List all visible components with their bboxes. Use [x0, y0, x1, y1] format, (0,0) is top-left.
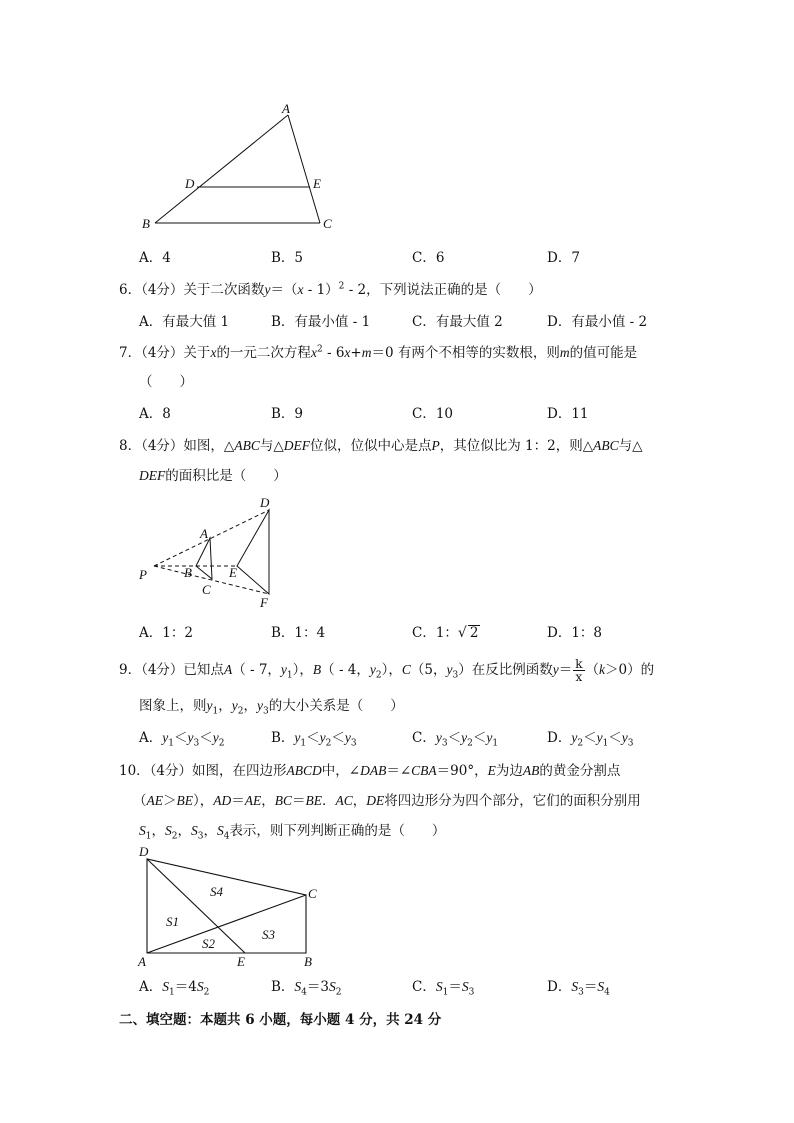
quadrilateral-abcd — [147, 859, 306, 953]
q7-stem-line2: （ ） — [139, 374, 193, 390]
q5-option-d[interactable]: D．7 — [547, 250, 580, 266]
q10-option-c[interactable]: C．$S_1=S_3$ — [412, 979, 475, 998]
q10-stem: 10．（4分）如图，在四边形ABCD中，∠DAB＝∠CBA＝90°，E为边AB的黄金分割点 — [119, 763, 621, 779]
svg-text:D: D — [139, 844, 149, 859]
q6-option-d[interactable]: D．有最小值 - 2 — [547, 314, 648, 330]
svg-text:S1: S1 — [166, 914, 179, 929]
q7-stem: 7．（4分）关于x的一元二次方程$x^2 - 6x+m=0$ 有两个不相等的实数根，则m的值可能是 — [119, 344, 638, 361]
q7-option-d[interactable]: D．11 — [547, 406, 589, 422]
q7-option-a[interactable]: A．8 — [139, 406, 171, 422]
q8-option-b[interactable]: B．1：4 — [271, 625, 326, 641]
q6-option-a[interactable]: A．有最大值 1 — [139, 314, 230, 330]
q10-stem-line2: （AE＞BE），AD＝AE，BC＝BE．AC，DE将四边形分为四个部分，它们的面积分别用 — [133, 793, 641, 809]
triangle-def — [237, 510, 269, 594]
segment-de — [147, 859, 245, 953]
svg-text:B: B — [184, 565, 192, 580]
label-a: A — [282, 101, 290, 116]
q6-option-b[interactable]: B．有最小值 - 1 — [271, 314, 371, 330]
q10-option-a[interactable]: A．$S_1=4S_2$ — [139, 979, 210, 998]
svg-text:S2: S2 — [202, 936, 215, 951]
q9-stem-line2: 图象上，则$y_1$，$y_2$，$y_3$的大小关系是（ ） — [139, 698, 404, 717]
svg-text:F: F — [260, 595, 268, 610]
svg-text:E: E — [229, 565, 237, 580]
q9-option-c[interactable]: C．$y_3<y_2<y_1$ — [412, 730, 499, 749]
q7-option-c[interactable]: C．10 — [412, 406, 454, 422]
svg-text:S3: S3 — [262, 927, 275, 942]
svg-text:C: C — [202, 582, 211, 597]
q8-option-a[interactable]: A．1：2 — [139, 625, 193, 641]
side-ac — [288, 115, 320, 223]
label-b: B — [142, 216, 150, 230]
svg-text:S4: S4 — [210, 884, 223, 899]
svg-text:C: C — [308, 886, 317, 901]
side-ab — [155, 115, 288, 223]
svg-text:E: E — [237, 954, 245, 969]
q10-stem-line3: $S_1$，$S_2$，$S_3$，$S_4$表示，则下列判断正确的是（ ） — [139, 823, 446, 842]
q5-option-b[interactable]: B．5 — [271, 250, 304, 266]
q6-stem: 6．（4分）关于二次函数y＝（x - 1）$^2$ - 2，下列说法正确的是（ ） — [119, 281, 542, 298]
q9-option-d[interactable]: D．$y_2<y_1<y_3$ — [547, 730, 634, 749]
q9-option-b[interactable]: B．$y_1<y_2<y_3$ — [271, 730, 357, 749]
quadrilateral-figure-q10 — [132, 842, 332, 972]
q9-stem: 9．（4分）已知点A（ - 7，$y_1$），B（ - 4，$y_2$），C（5，$y_3$）在反比例函数y＝ $\frac{k}{x}$ （k＞0）的 — [119, 657, 655, 684]
svg-text:D: D — [260, 495, 270, 510]
svg-text:P: P — [139, 567, 147, 582]
q10-option-b[interactable]: B．$S_4=3S_2$ — [271, 979, 342, 998]
q8-stem-line2: DEF的面积比是（ ） — [139, 468, 287, 484]
svg-text:B: B — [304, 954, 312, 969]
q8-stem: 8．（4分）如图，△ABC与△DEF位似，位似中心是点P，其位似比为 1：2，则△ABC与△ — [119, 438, 643, 454]
q10-option-d[interactable]: D．$S_3=S_4$ — [547, 979, 610, 998]
label-e: E — [313, 176, 321, 191]
homothety-figure-q8 — [132, 494, 292, 614]
label-c: C — [323, 216, 332, 230]
q5-option-c[interactable]: C．6 — [412, 250, 445, 266]
triangle-figure-q5 — [130, 100, 350, 230]
q8-option-d[interactable]: D．1：8 — [547, 625, 603, 641]
label-d: D — [185, 176, 195, 191]
svg-text:A: A — [200, 526, 208, 541]
q8-option-c[interactable]: C．1：√ 2 — [412, 625, 479, 641]
q7-option-b[interactable]: B．9 — [271, 406, 304, 422]
q9-option-a[interactable]: A．$y_1<y_3<y_2$ — [139, 730, 225, 749]
section-2-title: 二、填空题：本题共 6 小题，每小题 4 分，共 24 分 — [119, 1012, 442, 1028]
q5-option-a[interactable]: A．4 — [139, 250, 171, 266]
svg-text:A: A — [138, 954, 146, 969]
q6-option-c[interactable]: C．有最大值 2 — [412, 314, 503, 330]
